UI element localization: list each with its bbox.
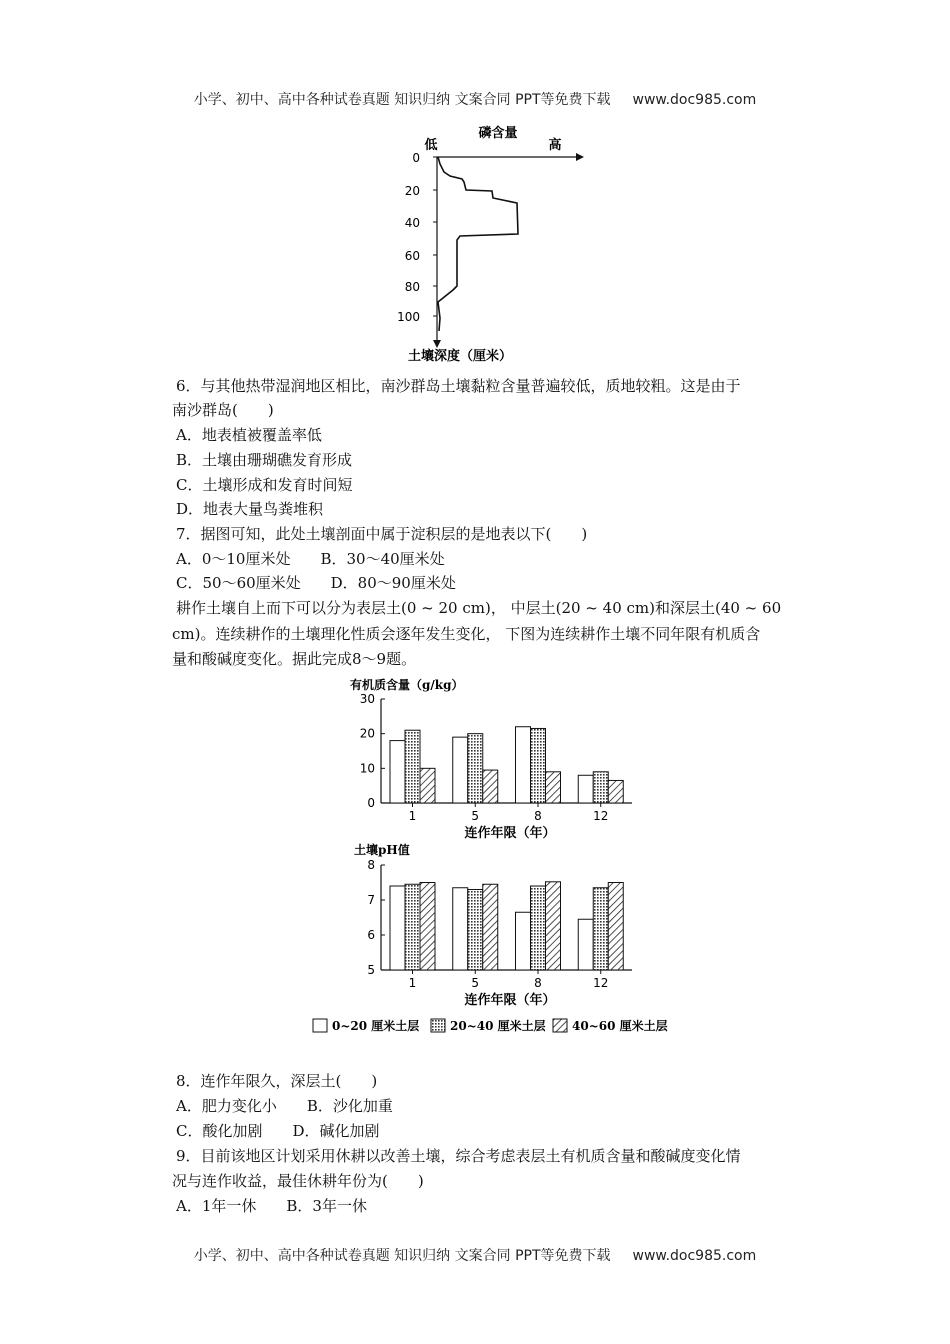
ytick-20: 20 — [404, 184, 420, 198]
chart2-xtick-label: 12 — [593, 976, 609, 990]
page-footer — [0, 1245, 950, 1265]
q6-stem-line2: 南沙群岛( ) — [172, 401, 274, 419]
chart1-bar-0-20-year-5 — [453, 737, 468, 803]
phosphorus-y-ticks — [397, 151, 437, 324]
ytick-60: 60 — [404, 249, 420, 263]
footer-url[interactable]: www.doc985.com — [632, 1248, 757, 1264]
phosphorus-high: 高 — [548, 138, 562, 153]
ytick-0: 0 — [412, 151, 420, 165]
intro-line2: cm)。连续耕作的土壤理化性质会逐年发生变化， 下图为连续耕作土壤不同年限有机质含 — [172, 625, 761, 643]
x-axis-arrow-icon — [576, 153, 584, 161]
legend-swatch-20-40 — [431, 1019, 445, 1032]
chart2-bar-0-20-year-5 — [453, 888, 468, 970]
q7-options-ab: A．0～10厘米处 B．30～40厘米处 — [176, 550, 445, 568]
q7-options-cd: C．50～60厘米处 D．80～90厘米处 — [176, 574, 456, 592]
chart2-bar-20-40-year-5 — [468, 890, 483, 971]
q9-stem-line1: 9．目前该地区计划采用休耕以改善土壤，综合考虑表层土有机质含量和酸碱度变化情 — [176, 1147, 741, 1165]
chart2-title: 土壤pH值 — [354, 843, 410, 857]
chart2-bar-40-60-year-5 — [483, 884, 498, 970]
chart2-ytick-label: 5 — [367, 963, 375, 977]
chart1-bar-40-60-year-1 — [420, 768, 435, 803]
chart2-bar-0-20-year-1 — [390, 886, 405, 970]
chart2-bar-40-60-year-12 — [608, 883, 623, 971]
phosphorus-ylabel: 土壤深度（厘米） — [407, 349, 513, 364]
q9-options-ab: A．1年一休 B．3年一休 — [176, 1197, 367, 1215]
chart2-ytick-label: 7 — [367, 893, 375, 907]
q6-option-b: B．土壤由珊瑚礁发育形成 — [176, 451, 353, 469]
legend-label-40-60: 40~60 厘米土层 — [572, 1019, 668, 1033]
chart1-plot — [360, 692, 632, 823]
chart1-ytick-label: 10 — [359, 761, 375, 776]
intro-line1: 耕作土壤自上而下可以分为表层土(0 ~ 20 cm)， 中层土(20 ~ 40 cm)和深层土(40 ~ 60 — [176, 599, 782, 617]
chart1-xtick-label: 5 — [471, 809, 480, 823]
q6-option-d: D．地表大量鸟粪堆积 — [176, 500, 324, 518]
chart2-xtick-label: 8 — [534, 976, 542, 990]
chart1-bar-40-60-year-8 — [546, 772, 561, 803]
chart2-xtick-label: 1 — [408, 976, 417, 990]
chart2-bar-0-20-year-8 — [516, 912, 531, 970]
q9-stem-line2: 况与连作收益，最佳休耕年份为( ) — [172, 1172, 424, 1190]
legend-swatch-0-20 — [313, 1019, 327, 1032]
chart1-xlabel: 连作年限（年） — [464, 826, 556, 841]
q7-stem: 7．据图可知，此处土壤剖面中属于淀积层的是地表以下( ) — [176, 525, 588, 543]
chart1-ytick-label: 0 — [367, 796, 375, 810]
ytick-40: 40 — [404, 216, 420, 230]
chart1-ytick-label: 30 — [359, 692, 375, 706]
chart-legend — [313, 1018, 668, 1033]
chart1-bar-20-40-year-12 — [593, 772, 608, 803]
ytick-100: 100 — [397, 310, 420, 324]
phosphorus-chart — [397, 118, 600, 366]
chart2-bar-20-40-year-1 — [405, 884, 420, 970]
phosphorus-profile-line — [438, 157, 518, 331]
ytick-80: 80 — [404, 280, 420, 294]
header-text: 小学、初中、高中各种试卷真题 知识归纳 文案合同 PPT等免费下载 — [193, 92, 611, 108]
chart2-ytick-label: 6 — [367, 928, 375, 942]
q8-stem: 8．连作年限久，深层土( ) — [176, 1072, 378, 1090]
chart1-xtick-label: 12 — [593, 809, 609, 823]
legend-label-20-40: 20~40 厘米土层 — [450, 1019, 546, 1033]
chart2-bar-20-40-year-8 — [531, 886, 546, 970]
chart1-bar-0-20-year-12 — [578, 775, 593, 803]
y-axis-arrow-icon — [433, 340, 441, 348]
chart1-bar-20-40-year-1 — [405, 730, 420, 803]
intro-line3: 量和酸碱度变化。据此完成8～9题。 — [172, 650, 417, 668]
chart1-bar-40-60-year-5 — [483, 770, 498, 803]
legend-swatch-40-60 — [553, 1019, 567, 1032]
chart2-bar-20-40-year-12 — [593, 888, 608, 970]
chart1-bar-0-20-year-8 — [516, 727, 531, 803]
footer-text: 小学、初中、高中各种试卷真题 知识归纳 文案合同 PPT等免费下载 — [193, 1248, 611, 1264]
chart2-xtick-label: 5 — [471, 976, 480, 990]
chart2-ytick-label: 8 — [367, 858, 375, 872]
bar-charts — [300, 672, 720, 1042]
chart2-xlabel: 连作年限（年） — [464, 993, 556, 1008]
q6-option-c: C．土壤形成和发育时间短 — [176, 476, 353, 494]
chart1-bar-0-20-year-1 — [390, 741, 405, 803]
phosphorus-low: 低 — [424, 138, 438, 153]
chart1-bar-40-60-year-12 — [608, 780, 623, 803]
chart1-xtick-label: 8 — [534, 809, 542, 823]
chart1-bar-20-40-year-5 — [468, 734, 483, 803]
q8-options-ab: A．肥力变化小 B．沙化加重 — [176, 1097, 393, 1115]
phosphorus-title: 磷含量 — [478, 126, 518, 141]
q6-stem-line1: 6．与其他热带湿润地区相比，南沙群岛土壤黏粒含量普遍较低，质地较粗。这是由于 — [176, 377, 741, 395]
chart2-bar-40-60-year-8 — [546, 882, 561, 970]
q6-option-a: A．地表植被覆盖率低 — [176, 426, 322, 444]
header-url[interactable]: www.doc985.com — [632, 92, 757, 108]
chart1-ytick-label: 20 — [359, 726, 375, 741]
chart1-bar-20-40-year-8 — [531, 728, 546, 803]
page-header — [0, 89, 950, 109]
chart1-xtick-label: 1 — [408, 809, 417, 823]
chart2-bar-40-60-year-1 — [420, 883, 435, 971]
chart1-title: 有机质含量（g/kg） — [350, 678, 464, 692]
chart2-plot — [367, 858, 632, 990]
chart2-bar-0-20-year-12 — [578, 919, 593, 970]
legend-label-0-20: 0~20 厘米土层 — [332, 1019, 420, 1033]
q8-options-cd: C．酸化加剧 D．碱化加剧 — [176, 1122, 380, 1140]
